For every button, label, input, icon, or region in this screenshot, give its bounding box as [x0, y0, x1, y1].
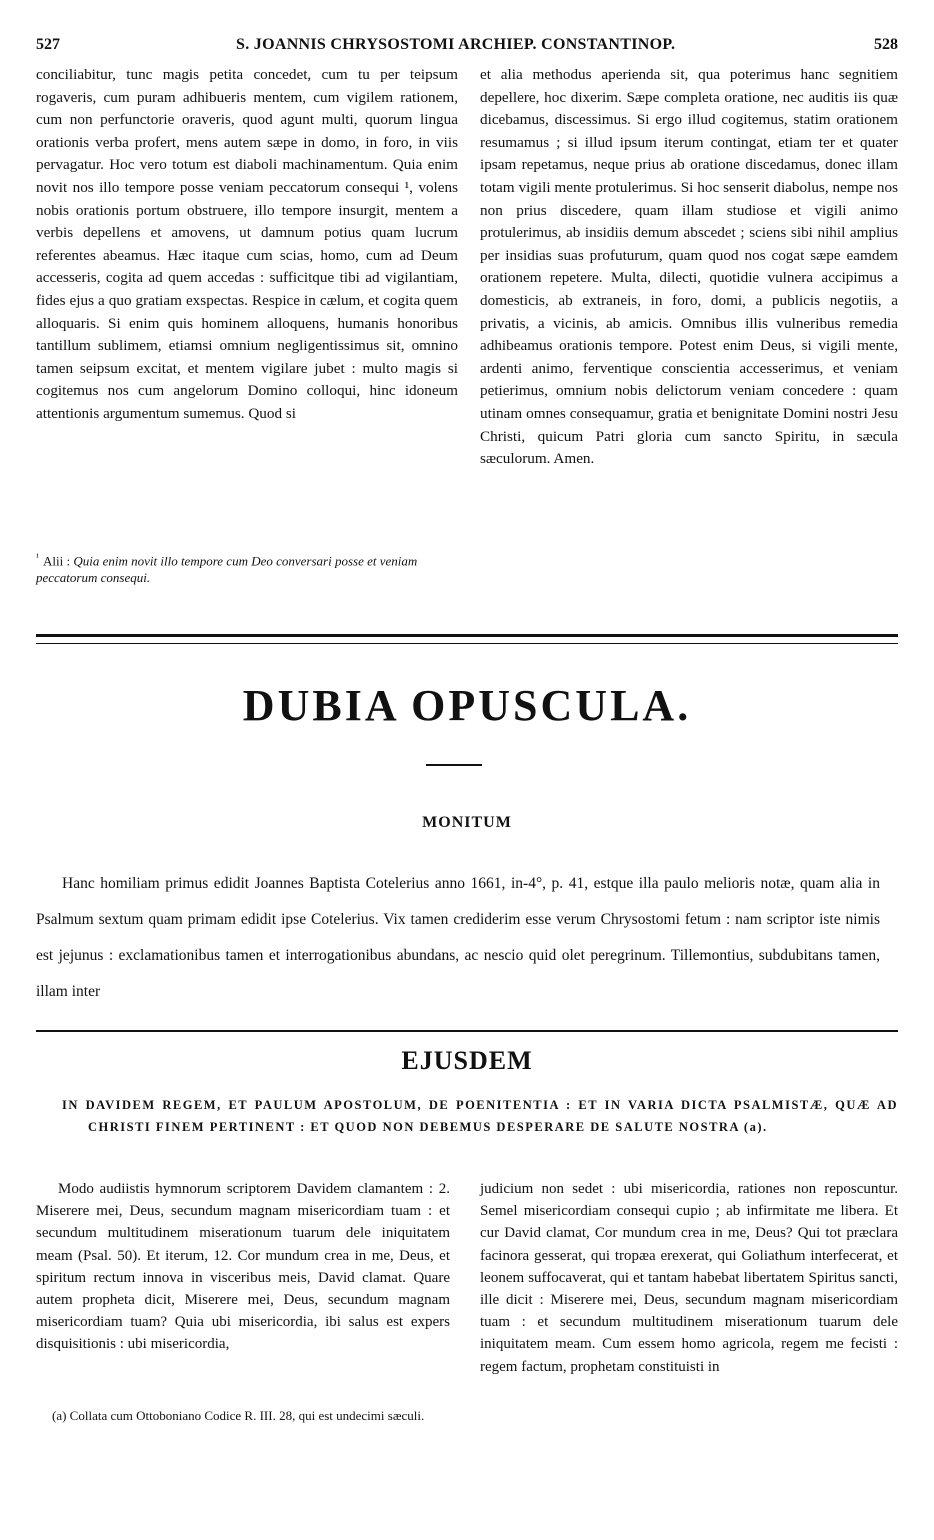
- running-title: S. JOANNIS CHRYSOSTOMI ARCHIEP. CONSTANTINOP.: [236, 36, 676, 53]
- page-number-left: 527: [36, 36, 60, 53]
- monitum-heading: MONITUM: [422, 814, 512, 831]
- page-number-right: 528: [874, 36, 898, 53]
- bottom-right-text: judicium non sedet : ubi misericordia, rationes non reposcuntur. Semel misericordiam consequi cupio ; ab infirmitate me libera. Et cur David clamat, Cor mundum crea in me, Deus? Qui tot præclara facinora gesserat, qui tropæa erexerat, qui Goliathum interfecerat, et leonem suffocaverat, qui et tantam habebat libertatem Spiritus sancti, ille dicit : Miserere mei, Deus, secundum magnam misericordiam tuam : et secundum multitudinem miserationum tuarum dele iniquitatem meam. Cum essem homo agricola, regem me fecisti : regem factum, prophetam constituisti in: [480, 1181, 898, 1375]
- top-right-text: et alia methodus aperienda sit, qua poterimus hanc segnitiem depellere, hoc dixerim. Sæpe completa oratione, nec auditis iis quæ dicebamus, discessimus. Si ergo illud cogitemus, statim orationem resumamus ; si illud ipsum iterum contingat, etiam ter et quater ipsam repetamus, neque prius ab oratione discedamus, donec illam totam vigili mente protulerimus. Si hoc senserit diabolus, nempe nos non prius discedere, quam illam studiose et vigili animo protulerimus, ab insidiis demum abscedet ; sciens sibi nihil amplius per insidias suas profuturum, quam quod nos cogat sæpe eamdem orationem repetere. Multa, dilecti, quotidie vulnera accipimus a domesticis, ab extraneis, in foro, domi, a publicis negotiis, a privatis, a vicinis, ab amicis. Omnibus illis vulneribus remedia adhibeamus orationis tempore. Potest enim Deus, si vigili mente, ardenti animo, ferventique conscientia accesserimus, et veniam petierimus, omnium nobis delictorum veniam concedere : quam utinam omnes consequamur, gratia et benignitate Domini nostri Jesu Christi, quicum Patri gloria cum sancto Spiritu, in sæcula sæculorum. Amen.: [480, 66, 898, 468]
- ejusdem-divider: [36, 1030, 898, 1032]
- ejusdem-title: EJUSDEM: [401, 1046, 533, 1075]
- title-underline: [426, 764, 482, 766]
- bottom-left-text: Modo audiistis hymnorum scriptorem Davidem clamantem : 2. Miserere mei, Deus, secundum magnam misericordiam tuam : et secundum multitudinem miserationum tuarum dele iniquitatem meam (Psal. 50). Et iterum, 12. Cor mundum crea in me, Deus, et spiritum rectum innova in visceribus meis, David clamat. Quare autem propheta dicit, Miserere mei, Deus, secundum magnam misericordiam tuam? Quia ubi misericordia, ibi salus est expers disquisitionis : ubi misericordia,: [36, 1181, 450, 1353]
- section-divider: [36, 634, 898, 644]
- top-right-column: [480, 64, 898, 471]
- top-left-column: [36, 64, 458, 426]
- bottom-right-column: [480, 1178, 898, 1378]
- homily-subtitle: IN DAVIDEM REGEM, ET PAULUM APOSTOLUM, DE POENITENTIA : ET IN VARIA DICTA PSALMISTÆ, QUÆ AD CHRISTI FINEM PERTINENT : ET QUOD NON DEBEMUS DESPERARE DE SALUTE NOSTRA (a).: [62, 1098, 898, 1134]
- running-head: [36, 36, 898, 60]
- footnote-mark: ¹: [36, 552, 39, 563]
- footnote-label: Alii :: [43, 553, 71, 569]
- bottom-left-column: [36, 1178, 450, 1356]
- top-left-text: conciliabitur, tunc magis petita concedet, cum tu per teipsum rogaveris, cum puram adhibueris mentem, cum vigilem rationem, cum non perfunctorie oraveris, quod agunt multi, quorum lingua orationis verba profert, mens autem sæpe in domo, in foro, in viis pervagatur. Hoc vero totum est diaboli machinamentum. Quia enim novit nos illo tempore posse veniam peccatorum consequi ¹, volens nobis orationis portum obstruere, illo tempore insurgit, mentem a verbis depellens et amovens, ut damnum potius quam lucrum referentes abeamus. Hæc itaque cum scias, homo, cum ad Deum accesseris, cogita ad quem accedas : sufficitque tibi ad vigilantiam, fides ejus a quo gratiam exspectas. Respice in cælum, et cogita quem alloquaris. Si enim quis hominem alloquens, humanis honoribus tantillum sublimem, etiamsi omnium negligentissimus sit, omnino tamen seipsum excitat, et mentem vigilare jubet : multo magis si cogitemus nos cum angelorum Domino colloqui, hinc idoneum attentionis argumentum sumemus. Quod si: [36, 66, 458, 422]
- monitum-text: Hanc homiliam primus edidit Joannes Baptista Cotelerius anno 1661, in-4°, p. 41, estque illa paulo melioris notæ, quam alia in Psalmum sextum quam primam edidit ipse Cotelerius. Vix tamen crediderim esse verum Chrysostomi fetum : nam scriptor iste nimis est jejunus : exclamationibus tamen et interrogationibus abundans, ac nescio quid olet peregrinum. Tillemontius, subdubitans tamen, illam inter: [36, 875, 880, 1000]
- bottom-left-footnote: (a) Collata cum Ottoboniano Codice R. III. 28, qui est undecimi sæculi.: [52, 1408, 425, 1423]
- section-title: DUBIA OPUSCULA.: [242, 681, 692, 730]
- footnote-text: Quia enim novit illo tempore cum Deo conversari posse et veniam peccatorum consequi.: [36, 553, 418, 586]
- top-left-footnote: [36, 549, 458, 586]
